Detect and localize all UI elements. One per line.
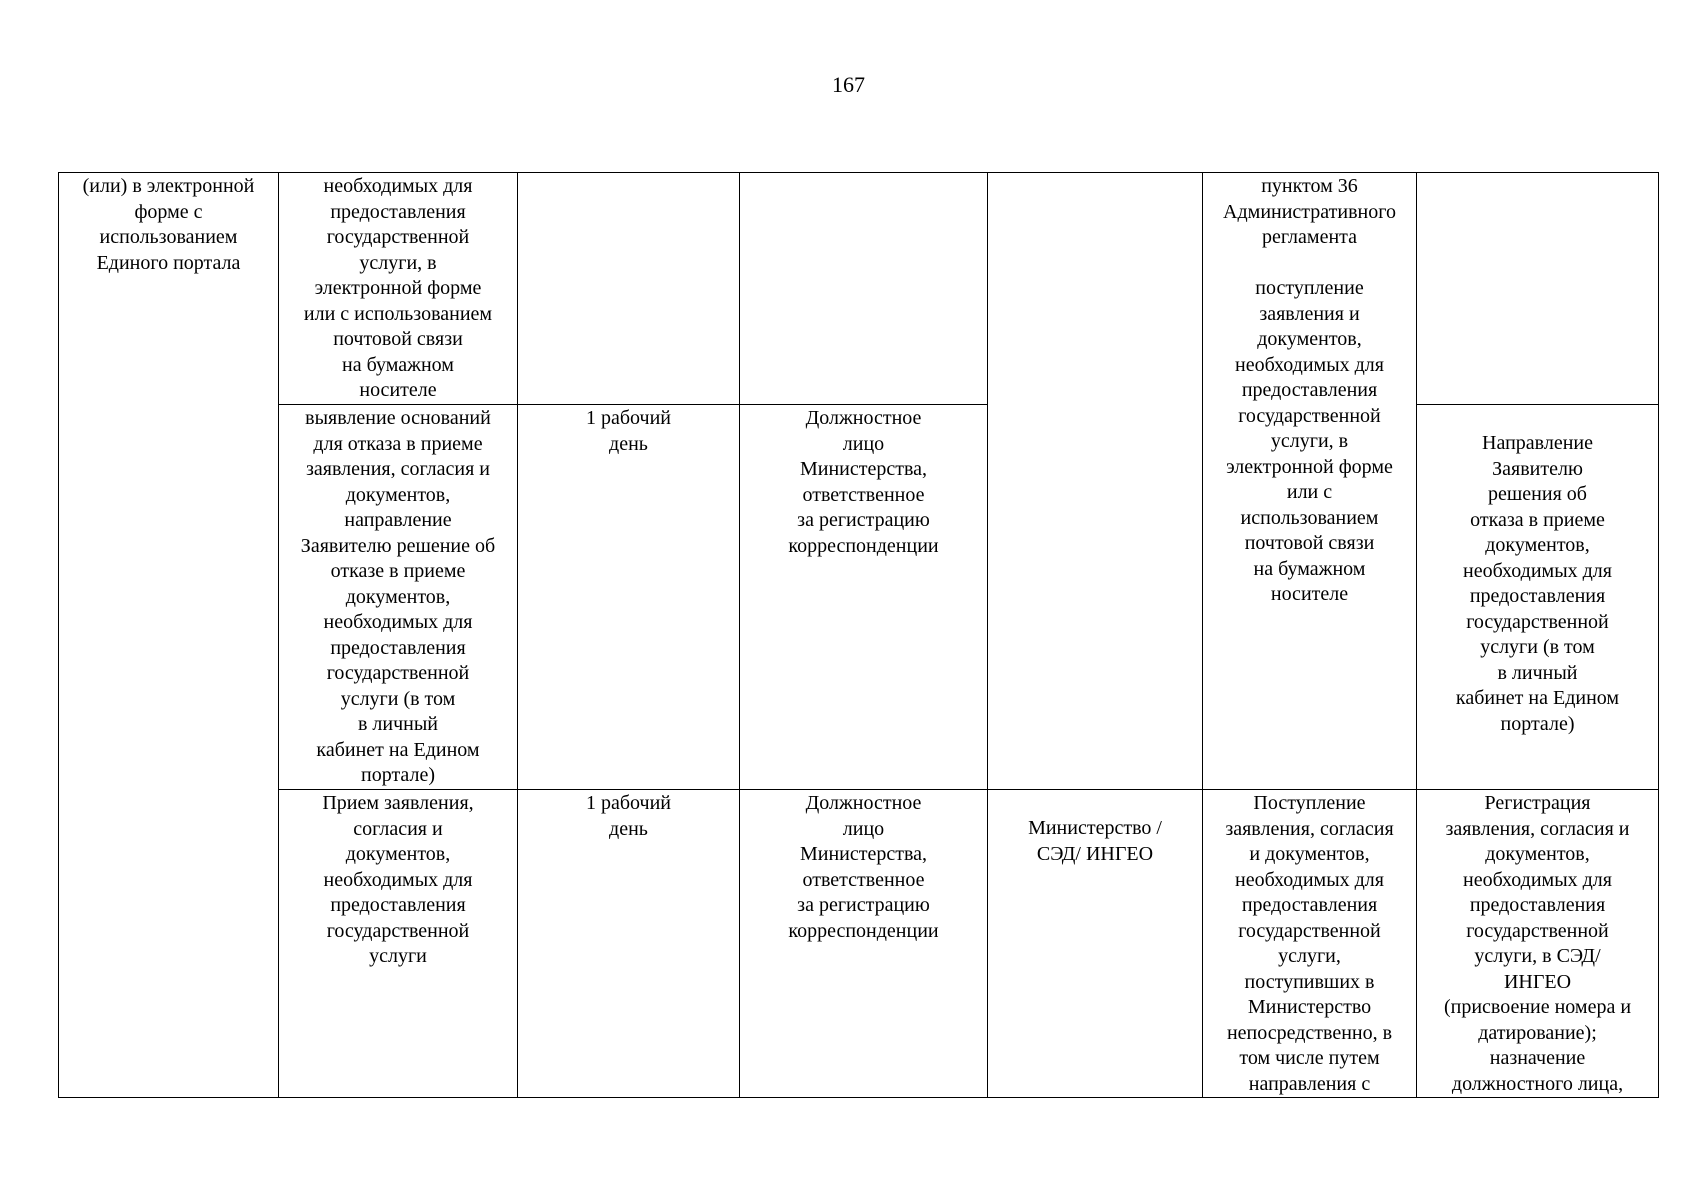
- table-row: [59, 405, 1659, 790]
- table-row: [59, 790, 1659, 1098]
- result-cell: [1417, 405, 1659, 790]
- table-row: [59, 173, 1659, 405]
- criteria-cell: пунктом 36 Административного регламента поступление заявления и документов, необходимых для предоставления государственной услуги, в электронной форме или с использованием почтовой связи на бумажном носителе: [1203, 173, 1417, 790]
- submission-method-cell: (или) в электронной форме с использованием Единого портала: [59, 173, 279, 1098]
- term-cell: 1 рабочий день: [518, 790, 740, 1098]
- action-cell: выявление оснований для отказа в приеме заявления, согласия и документов, направление Заявителю решение об отказе в приеме документов, необходимых для предоставления государственной услуги (в том в личный кабинет на Едином портале): [279, 405, 518, 790]
- result-cell: Регистрация заявления, согласия и документов, необходимых для предоставления государственной услуги, в СЭД/ ИНГЕО (присвоение номера и датирование); назначение должностного лица,: [1417, 790, 1659, 1098]
- result-text: Направление Заявителю решения об отказа в приеме документов, необходимых для предоставления государственной услуги (в том в личный кабинет на Едином портале): [1455, 432, 1620, 735]
- responsible-cell: Должностное лицо Министерства, ответственное за регистрацию корреспонденции: [740, 405, 988, 790]
- result-cell: [1417, 173, 1659, 405]
- term-cell: [518, 173, 740, 405]
- action-cell: необходимых для предоставления государственной услуги, в электронной форме или с использованием почтовой связи на бумажном носителе: [279, 173, 518, 405]
- place-cell: [988, 173, 1203, 790]
- term-cell: 1 рабочий день: [518, 405, 740, 790]
- procedure-table: [58, 172, 1659, 1098]
- responsible-cell: Должностное лицо Министерства, ответственное за регистрацию корреспонденции: [740, 790, 988, 1098]
- place-text: Министерство / СЭД/ ИНГЕО: [1028, 817, 1162, 865]
- responsible-cell: [740, 173, 988, 405]
- place-cell: [988, 790, 1203, 1098]
- action-cell: Прием заявления, согласия и документов, необходимых для предоставления государственной услуги: [279, 790, 518, 1098]
- page-number: 167: [832, 72, 865, 97]
- criteria-cell: Поступление заявления, согласия и документов, необходимых для предоставления государственной услуги, поступивших в Министерство непосредственно, в том числе путем направления с: [1203, 790, 1417, 1098]
